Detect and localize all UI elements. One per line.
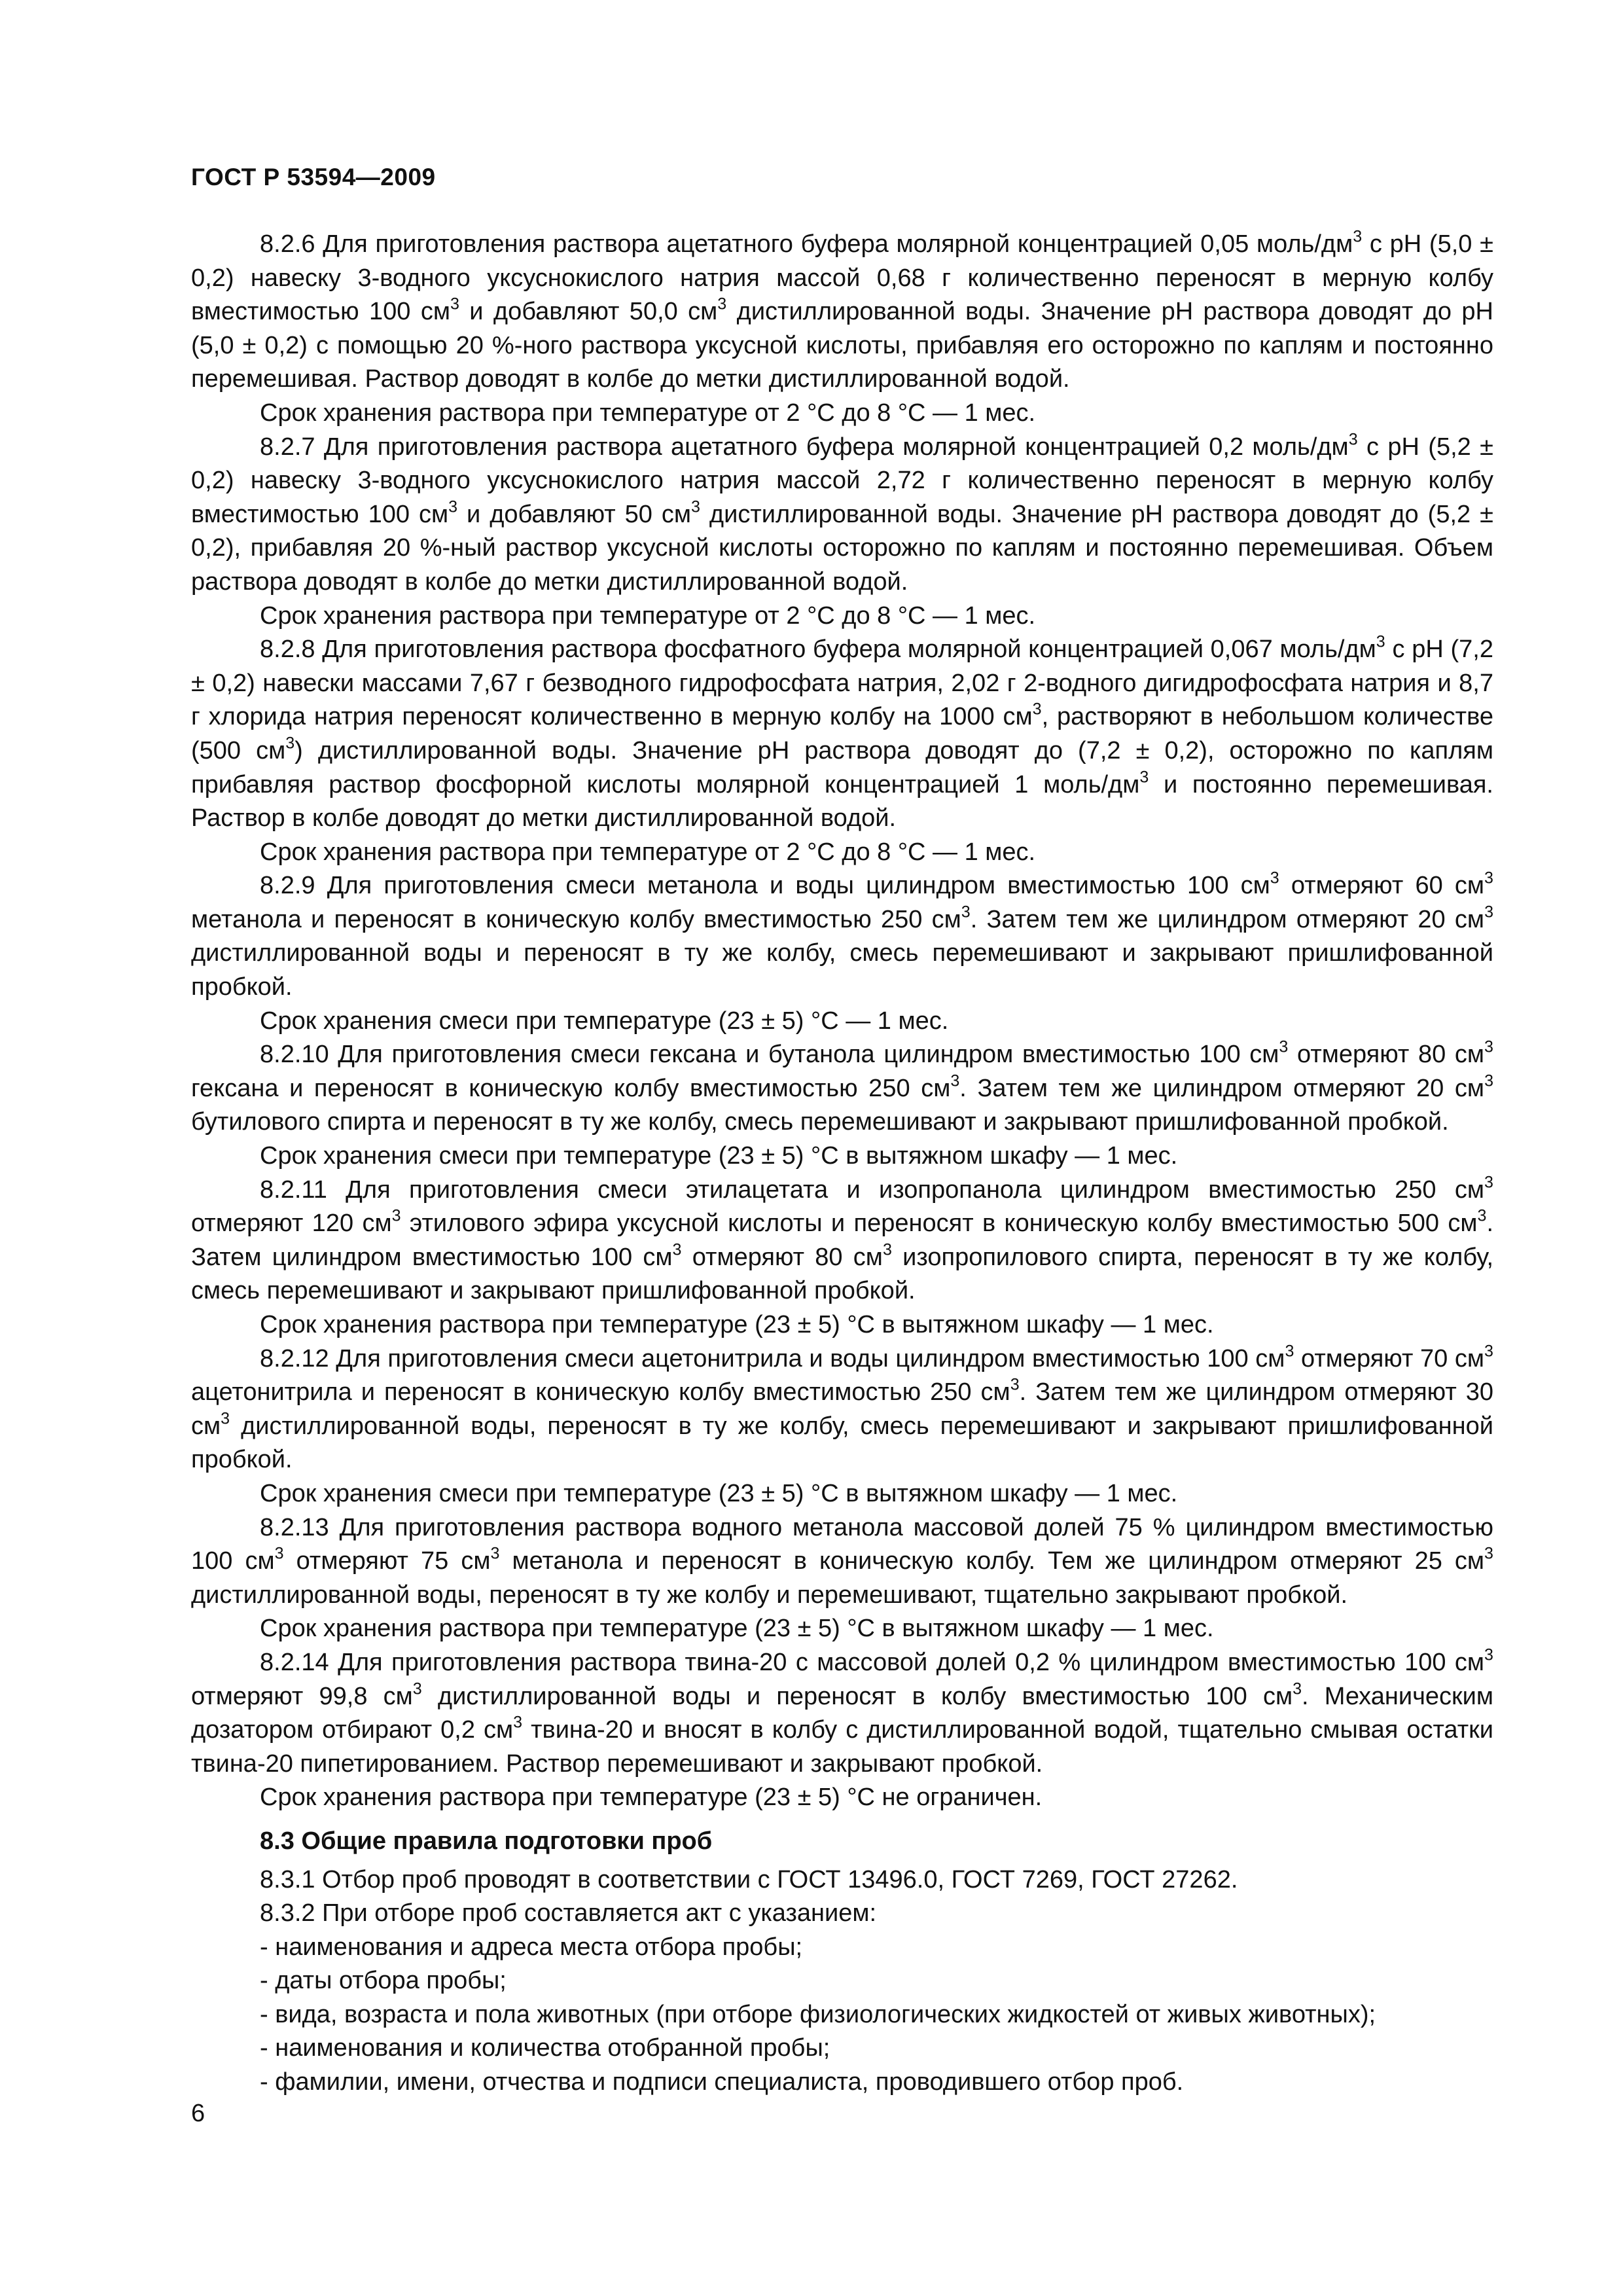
superscript: 3: [950, 1071, 960, 1090]
section-heading: 8.3 Общие правила подготовки проб: [260, 1827, 713, 1855]
section-paragraph: 8.3.1 Отбор проб проводят в соответствии с ГОСТ 13496.0, ГОСТ 7269, ГОСТ 27262.: [260, 1865, 1238, 1893]
paragraph: Срок хранения смеси при температуре (23 ± 5) °С — 1 мес.: [260, 1007, 949, 1035]
paragraph: 8.2.12 Для приготовления смеси ацетонитрила и воды цилиндром вместимостью 100 $см^3$ отмеряют 70 $см^3$ ацетонитрила и переносят в коническую колбу вместимостью 250 $см^3$. Затем тем же цилиндром отмеряют 30 $см^3$ дистиллированной воды, переносят в ту же колбу, смесь перемешивают и закрывают пришлифованной пробкой.: [191, 1342, 1493, 1474]
paragraph: 8.2.10 Для приготовления смеси гексана и бутанола цилиндром вместимостью 100 $см^3$ отмеряют 80 $см^3$ гексана и переносят в коническую колбу вместимостью 250 $см^3$. Затем тем же цилиндром отмеряют 20 $см^3$ бутилового спирта и переносят в ту же колбу, смесь перемешивают и закрывают пришлифованной пробкой.: [191, 1037, 1494, 1136]
section-paragraph: 8.3.2 При отборе проб составляется акт с указанием:: [260, 1899, 877, 1928]
superscript: 3: [1139, 767, 1149, 786]
paragraph: 8.2.7 Для приготовления раствора ацетатного буфера молярной концентрацией 0,2 моль/$дм^3$ с pH (5,2 ± 0,2) навеску 3-водного уксуснокислого натрия массой 2,72 г количественно переносят в мерную колбу вместимостью 100 $см^3$ и добавляют 50 $см^3$ дистиллированной воды. Значение pH раствора доводят до (5,2 ± 0,2), прибавляя 20 %-ный раствор уксусной кислоты осторожно по каплям и постоянно перемешивая. Объем раствора доводят в колбе до метки дистиллированной водой.: [191, 430, 1493, 596]
document-body: [191, 228, 1493, 2100]
superscript: 3: [490, 1544, 500, 1563]
list-item: - фамилии, имени, отчества и подписи специалиста, проводившего отбор проб.: [260, 2068, 1184, 2096]
paragraph: 8.2.6 Для приготовления раствора ацетатного буфера молярной концентрацией 0,05 моль/$дм^3$ с pH (5,0 ± 0,2) навеску 3-водного уксуснокислого натрия массой 0,68 г количественно переносят в мерную колбу вместимостью 100 $см^3$ и добавляют 50,0 $см^3$ дистиллированной воды. Значение pH раствора доводят до pH (5,0 ± 0,2) с помощью 20 %-ного раствора уксусной кислоты, прибавляя его осторожно по каплям и постоянно перемешивая. Раствор доводят в колбе до метки дистиллированной водой.: [191, 227, 1493, 393]
paragraph: 8.2.9 Для приготовления смеси метанола и воды цилиндром вместимостью 100 $см^3$ отмеряют 60 $см^3$ метанола и переносят в коническую колбу вместимостью 250 $см^3$. Затем тем же цилиндром отмеряют 20 $см^3$ дистиллированной воды и переносят в ту же колбу, смесь перемешивают и закрывают пришлифованной пробкой.: [191, 869, 1494, 1001]
superscript: 3: [1293, 1679, 1302, 1698]
requirements-list: [191, 1931, 1493, 2100]
superscript: 3: [1279, 1037, 1289, 1056]
superscript: 3: [448, 497, 458, 516]
superscript: 3: [961, 903, 971, 922]
superscript: 3: [1484, 1037, 1493, 1056]
paragraph: Срок хранения раствора при температуре (23 ± 5) °С в вытяжном шкафу — 1 мес.: [260, 1615, 1214, 1643]
superscript: 3: [882, 1240, 892, 1259]
paragraph: 8.2.14 Для приготовления раствора твина-20 с массовой долей 0,2 % цилиндром вместимостью 100 $см^3$ отмеряют 99,8 $см^3$ дистиллированной воды и переносят в колбу вместимостью 100 $см^3$. Механическим дозатором отбирают 0,2 $см^3$ твина-20 и вносят в колбу с дистиллированной водой, тщательно смывая остатки твина-20 пипетированием. Раствор перемешивают и закрывают пробкой.: [191, 1645, 1493, 1778]
superscript: 3: [1477, 1206, 1487, 1225]
superscript: 3: [412, 1679, 422, 1698]
document-header: ГОСТ Р 53594—2009: [191, 164, 436, 190]
superscript: 3: [1353, 227, 1363, 246]
superscript: 3: [1484, 1173, 1493, 1192]
paragraph: 8.2.8 Для приготовления раствора фосфатного буфера молярной концентрацией 0,067 моль/$дм^3$ с pH (7,2 ± 0,2) навески массами 7,67 г безводного гидрофосфата натрия, 2,02 г 2-водного дигидрофосфата натрия и 8,7 г хлорида натрия переносят количественно в мерную колбу на 1000 $см^3$, растворяют в небольшом количестве (500 $см^3$) дистиллированной воды. Значение pH раствора доводят до (7,2 ± 0,2), осторожно по каплям прибавляя раствор фосфорной кислоты молярной концентрацией 1 моль/$дм^3$ и постоянно перемешивая. Раствор в колбе доводят до метки дистиллированной водой.: [191, 632, 1493, 833]
superscript: 3: [1376, 632, 1385, 651]
superscript: 3: [1032, 700, 1042, 719]
superscript: 3: [1270, 869, 1279, 888]
superscript: 3: [1348, 430, 1358, 449]
paragraph: Срок хранения раствора при температуре от 2 °С до 8 °С — 1 мес.: [260, 838, 1036, 866]
paragraph: Срок хранения смеси при температуре (23 ± 5) °С в вытяжном шкафу — 1 мес.: [260, 1142, 1178, 1170]
superscript: 3: [1484, 1645, 1493, 1664]
superscript: 3: [221, 1409, 230, 1428]
superscript: 3: [1010, 1375, 1020, 1394]
paragraph: Срок хранения раствора при температуре (23 ± 5) °С не ограничен.: [260, 1784, 1043, 1812]
paragraph: Срок хранения раствора при температуре от 2 °С до 8 °С — 1 мес.: [260, 399, 1036, 427]
paragraph: Срок хранения раствора при температуре (23 ± 5) °С в вытяжном шкафу — 1 мес.: [260, 1311, 1214, 1338]
superscript: 3: [1484, 1544, 1493, 1563]
paragraphs-block: [191, 228, 1493, 1815]
list-item: - наименования и количества отобранной пробы;: [260, 2034, 830, 2062]
superscript: 3: [672, 1240, 682, 1259]
page-number: 6: [191, 2100, 205, 2127]
superscript: 3: [1484, 1071, 1494, 1090]
paragraph: Срок хранения смеси при температуре (23 ± 5) °С в вытяжном шкафу — 1 мес.: [260, 1479, 1178, 1507]
superscript: 3: [1484, 903, 1494, 922]
section-paragraphs-block: [191, 1863, 1493, 1931]
paragraph: 8.2.11 Для приготовления смеси этилацетата и изопропанола цилиндром вместимостью 250 $см^3$ отмеряют 120 $см^3$ этилового эфира уксусной кислоты и переносят в коническую колбу вместимостью 500 $см^3$. Затем цилиндром вместимостью 100 $см^3$ отмеряют 80 $см^3$ изопропилового спирта, переносят в ту же колбу, смесь перемешивают и закрывают пришлифованной пробкой.: [191, 1173, 1494, 1305]
superscript: 3: [391, 1206, 401, 1225]
list-item: - даты отбора пробы;: [260, 1967, 507, 1995]
superscript: 3: [1285, 1342, 1294, 1361]
paragraph: Срок хранения раствора при температуре от 2 °С до 8 °С — 1 мес.: [260, 601, 1036, 630]
list-item: - вида, возраста и пола животных (при отборе физиологических жидкостей от живых животных);: [260, 2000, 1376, 2028]
superscript: 3: [285, 734, 295, 753]
paragraph: 8.2.13 Для приготовления раствора водного метанола массовой долей 75 % цилиндром вместимостью 100 $см^3$ отмеряют 75 $см^3$ метанола и переносят в коническую колбу. Тем же цилиндром отмеряют 25 $см^3$ дистиллированной воды, переносят в ту же колбу и перемешивают, тщательно закрывают пробкой.: [191, 1513, 1493, 1609]
superscript: 3: [691, 497, 700, 516]
superscript: 3: [717, 295, 727, 314]
superscript: 3: [1484, 1342, 1493, 1361]
superscript: 3: [513, 1713, 523, 1732]
superscript: 3: [450, 295, 459, 314]
list-item: - наименования и адреса места отбора пробы;: [260, 1933, 803, 1961]
superscript: 3: [1484, 869, 1493, 888]
superscript: 3: [274, 1544, 284, 1563]
